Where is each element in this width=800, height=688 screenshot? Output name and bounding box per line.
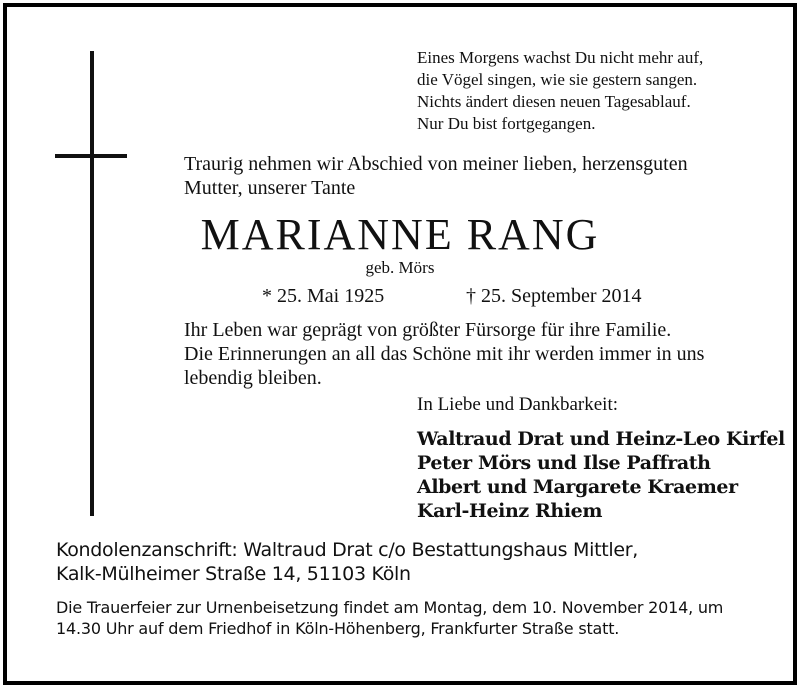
tribute-line: Die Erinnerungen an all das Schöne mit ihr werden immer in uns — [184, 343, 705, 365]
cross-icon-vertical-bar — [90, 51, 94, 516]
intro-line: Traurig nehmen wir Abschied von meiner lieben, herzensguten — [184, 153, 688, 175]
mourner-name: Waltraud Drat und Heinz-Leo Kirfel — [417, 428, 785, 450]
funeral-line: 14.30 Uhr auf dem Friedhof in Köln-Höhenberg, Frankfurter Straße statt. — [56, 619, 620, 638]
condolence-line: Kalk-Mülheimer Straße 14, 51103 Köln — [56, 563, 411, 585]
mourner-name: Karl-Heinz Rhiem — [417, 500, 603, 522]
mourners-list — [417, 427, 785, 523]
gratitude-line: In Liebe und Dankbarkeit: — [417, 394, 619, 415]
mourner-name: Peter Mörs und Ilse Paffrath — [417, 452, 711, 474]
funeral-line: Die Trauerfeier zur Urnenbeisetzung findet am Montag, dem 10. November 2014, um — [56, 598, 724, 617]
farewell-intro — [184, 152, 688, 200]
mourner-name: Albert und Margarete Kraemer — [417, 476, 738, 498]
deceased-name: MARIANNE RANG — [200, 210, 600, 259]
intro-line: Mutter, unserer Tante — [184, 177, 356, 199]
poem-line: Nur Du bist fortgegangen. — [417, 114, 596, 133]
birth-date: * 25. Mai 1925 — [262, 285, 385, 307]
death-date: † 25. September 2014 — [466, 285, 642, 307]
condolence-line: Kondolenzanschrift: Waltraud Drat c/o Bestattungshaus Mittler, — [56, 539, 638, 561]
tribute-line: Ihr Leben war geprägt von größter Fürsorge für ihre Familie. — [184, 319, 672, 341]
life-tribute — [184, 318, 704, 390]
birth-name: geb. Mörs — [365, 258, 435, 277]
poem-line: die Vögel singen, wie sie gestern sangen. — [417, 70, 698, 89]
tribute-line: lebendig bleiben. — [184, 367, 322, 389]
memorial-poem — [417, 47, 703, 135]
cross-icon-horizontal-bar — [55, 154, 127, 158]
funeral-details — [56, 597, 746, 639]
poem-line: Eines Morgens wachst Du nicht mehr auf, — [417, 48, 704, 67]
condolence-address — [56, 538, 638, 586]
poem-line: Nichts ändert diesen neuen Tagesablauf. — [417, 92, 691, 111]
